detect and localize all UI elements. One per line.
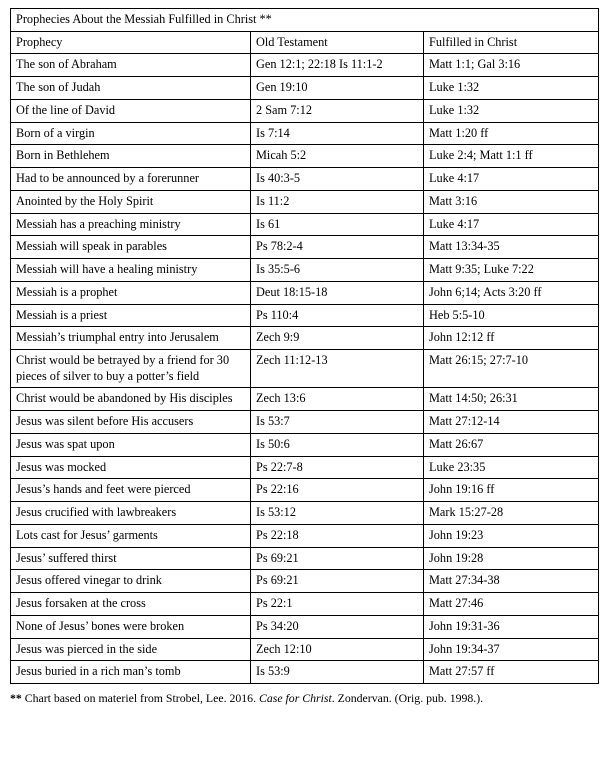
table-row: [11, 456, 599, 479]
cell-prophecy: Christ would be betrayed by a friend for 30 pieces of silver to buy a potter’s field: [11, 350, 251, 388]
cell-prophecy: Jesus forsaken at the cross: [11, 593, 251, 616]
cell-prophecy: Messiah will have a healing ministry: [11, 259, 251, 282]
cell-fulfilled-in-christ: John 19:28: [424, 547, 599, 570]
cell-prophecy: Jesus was silent before His accusers: [11, 411, 251, 434]
cell-fulfilled-in-christ: John 6;14; Acts 3:20 ff: [424, 281, 599, 304]
table-row: [11, 327, 599, 350]
prophecy-table: [10, 8, 599, 684]
table-row: [11, 77, 599, 100]
cell-prophecy: Christ would be abandoned by His disciples: [11, 388, 251, 411]
table-row: [11, 661, 599, 684]
table-title: Prophecies About the Messiah Fulfilled in Christ **: [11, 9, 599, 32]
cell-old-testament: Is 61: [251, 213, 424, 236]
cell-prophecy: The son of Abraham: [11, 54, 251, 77]
footnote-marker: **: [10, 691, 22, 706]
footnote-book-title: Case for Christ: [258, 691, 332, 706]
table-row: [11, 479, 599, 502]
table-header-row: [11, 31, 599, 54]
cell-old-testament: Is 53:12: [251, 502, 424, 525]
cell-old-testament: Zech 13:6: [251, 388, 424, 411]
cell-old-testament: Ps 34:20: [251, 615, 424, 638]
cell-prophecy: Messiah will speak in parables: [11, 236, 251, 259]
table-row: [11, 190, 599, 213]
table-row: [11, 236, 599, 259]
cell-fulfilled-in-christ: Matt 27:12-14: [424, 411, 599, 434]
cell-fulfilled-in-christ: Matt 26:15; 27:7-10: [424, 350, 599, 388]
cell-prophecy: Messiah is a prophet: [11, 281, 251, 304]
cell-fulfilled-in-christ: Matt 27:46: [424, 593, 599, 616]
cell-old-testament: Is 35:5-6: [251, 259, 424, 282]
table-row: [11, 388, 599, 411]
cell-fulfilled-in-christ: Mark 15:27-28: [424, 502, 599, 525]
cell-fulfilled-in-christ: Matt 14:50; 26:31: [424, 388, 599, 411]
table-row: [11, 259, 599, 282]
table-row: [11, 54, 599, 77]
cell-prophecy: The son of Judah: [11, 77, 251, 100]
cell-prophecy: Jesus offered vinegar to drink: [11, 570, 251, 593]
cell-old-testament: Is 11:2: [251, 190, 424, 213]
cell-fulfilled-in-christ: Heb 5:5-10: [424, 304, 599, 327]
table-title-row: [11, 9, 599, 32]
cell-fulfilled-in-christ: John 19:31-36: [424, 615, 599, 638]
cell-fulfilled-in-christ: John 19:34-37: [424, 638, 599, 661]
table-body: [11, 54, 599, 684]
cell-old-testament: Ps 78:2-4: [251, 236, 424, 259]
column-header-old-testament: Old Testament: [251, 31, 424, 54]
cell-old-testament: Is 7:14: [251, 122, 424, 145]
cell-prophecy: Jesus’ suffered thirst: [11, 547, 251, 570]
cell-old-testament: Is 53:9: [251, 661, 424, 684]
footnote: [10, 691, 598, 706]
cell-fulfilled-in-christ: John 12:12 ff: [424, 327, 599, 350]
cell-prophecy: Messiah has a preaching ministry: [11, 213, 251, 236]
cell-old-testament: Ps 22:16: [251, 479, 424, 502]
cell-prophecy: Jesus’s hands and feet were pierced: [11, 479, 251, 502]
cell-fulfilled-in-christ: Luke 4:17: [424, 168, 599, 191]
cell-old-testament: Micah 5:2: [251, 145, 424, 168]
cell-fulfilled-in-christ: Matt 1:20 ff: [424, 122, 599, 145]
cell-fulfilled-in-christ: John 19:23: [424, 524, 599, 547]
cell-old-testament: Ps 22:18: [251, 524, 424, 547]
cell-fulfilled-in-christ: Matt 26:67: [424, 433, 599, 456]
cell-fulfilled-in-christ: Matt 13:34-35: [424, 236, 599, 259]
cell-prophecy: Messiah is a priest: [11, 304, 251, 327]
cell-fulfilled-in-christ: Matt 27:57 ff: [424, 661, 599, 684]
cell-prophecy: Jesus buried in a rich man’s tomb: [11, 661, 251, 684]
cell-old-testament: Zech 12:10: [251, 638, 424, 661]
cell-fulfilled-in-christ: John 19:16 ff: [424, 479, 599, 502]
table-row: [11, 168, 599, 191]
table-row: [11, 145, 599, 168]
cell-old-testament: Gen 12:1; 22:18 Is 11:1-2: [251, 54, 424, 77]
cell-fulfilled-in-christ: Matt 1:1; Gal 3:16: [424, 54, 599, 77]
table-row: [11, 433, 599, 456]
table-row: [11, 99, 599, 122]
table-row: [11, 593, 599, 616]
cell-old-testament: Ps 110:4: [251, 304, 424, 327]
cell-fulfilled-in-christ: Luke 23:35: [424, 456, 599, 479]
cell-prophecy: Jesus was spat upon: [11, 433, 251, 456]
cell-prophecy: None of Jesus’ bones were broken: [11, 615, 251, 638]
cell-prophecy: Jesus crucified with lawbreakers: [11, 502, 251, 525]
cell-prophecy: Anointed by the Holy Spirit: [11, 190, 251, 213]
cell-old-testament: Zech 9:9: [251, 327, 424, 350]
cell-prophecy: Had to be announced by a forerunner: [11, 168, 251, 191]
cell-old-testament: Ps 22:1: [251, 593, 424, 616]
table-row: [11, 281, 599, 304]
table-row: [11, 122, 599, 145]
table-row: [11, 502, 599, 525]
table-row: [11, 411, 599, 434]
cell-old-testament: Gen 19:10: [251, 77, 424, 100]
cell-fulfilled-in-christ: Luke 1:32: [424, 77, 599, 100]
footnote-text-after: . Zondervan. (Orig. pub. 1998.).: [331, 691, 484, 706]
column-header-prophecy: Prophecy: [11, 31, 251, 54]
cell-old-testament: Ps 22:7-8: [251, 456, 424, 479]
cell-fulfilled-in-christ: Luke 4:17: [424, 213, 599, 236]
cell-old-testament: 2 Sam 7:12: [251, 99, 424, 122]
cell-prophecy: Born in Bethlehem: [11, 145, 251, 168]
cell-fulfilled-in-christ: Matt 27:34-38: [424, 570, 599, 593]
table-row: [11, 570, 599, 593]
table-row: [11, 350, 599, 388]
cell-old-testament: Is 40:3-5: [251, 168, 424, 191]
cell-old-testament: Ps 69:21: [251, 570, 424, 593]
cell-fulfilled-in-christ: Matt 9:35; Luke 7:22: [424, 259, 599, 282]
table-row: [11, 638, 599, 661]
table-row: [11, 213, 599, 236]
table-row: [11, 304, 599, 327]
cell-old-testament: Is 53:7: [251, 411, 424, 434]
cell-prophecy: Jesus was pierced in the side: [11, 638, 251, 661]
column-header-fulfilled-in-christ: Fulfilled in Christ: [424, 31, 599, 54]
cell-prophecy: Jesus was mocked: [11, 456, 251, 479]
cell-fulfilled-in-christ: Luke 2:4; Matt 1:1 ff: [424, 145, 599, 168]
cell-fulfilled-in-christ: Matt 3:16: [424, 190, 599, 213]
table-row: [11, 615, 599, 638]
table-row: [11, 547, 599, 570]
cell-old-testament: Is 50:6: [251, 433, 424, 456]
cell-prophecy: Of the line of David: [11, 99, 251, 122]
cell-prophecy: Lots cast for Jesus’ garments: [11, 524, 251, 547]
cell-old-testament: Ps 69:21: [251, 547, 424, 570]
cell-prophecy: Messiah’s triumphal entry into Jerusalem: [11, 327, 251, 350]
cell-fulfilled-in-christ: Luke 1:32: [424, 99, 599, 122]
footnote-text-before: Chart based on materiel from Strobel, Lee. 2016.: [21, 691, 259, 706]
cell-old-testament: Zech 11:12-13: [251, 350, 424, 388]
cell-prophecy: Born of a virgin: [11, 122, 251, 145]
cell-old-testament: Deut 18:15-18: [251, 281, 424, 304]
table-row: [11, 524, 599, 547]
